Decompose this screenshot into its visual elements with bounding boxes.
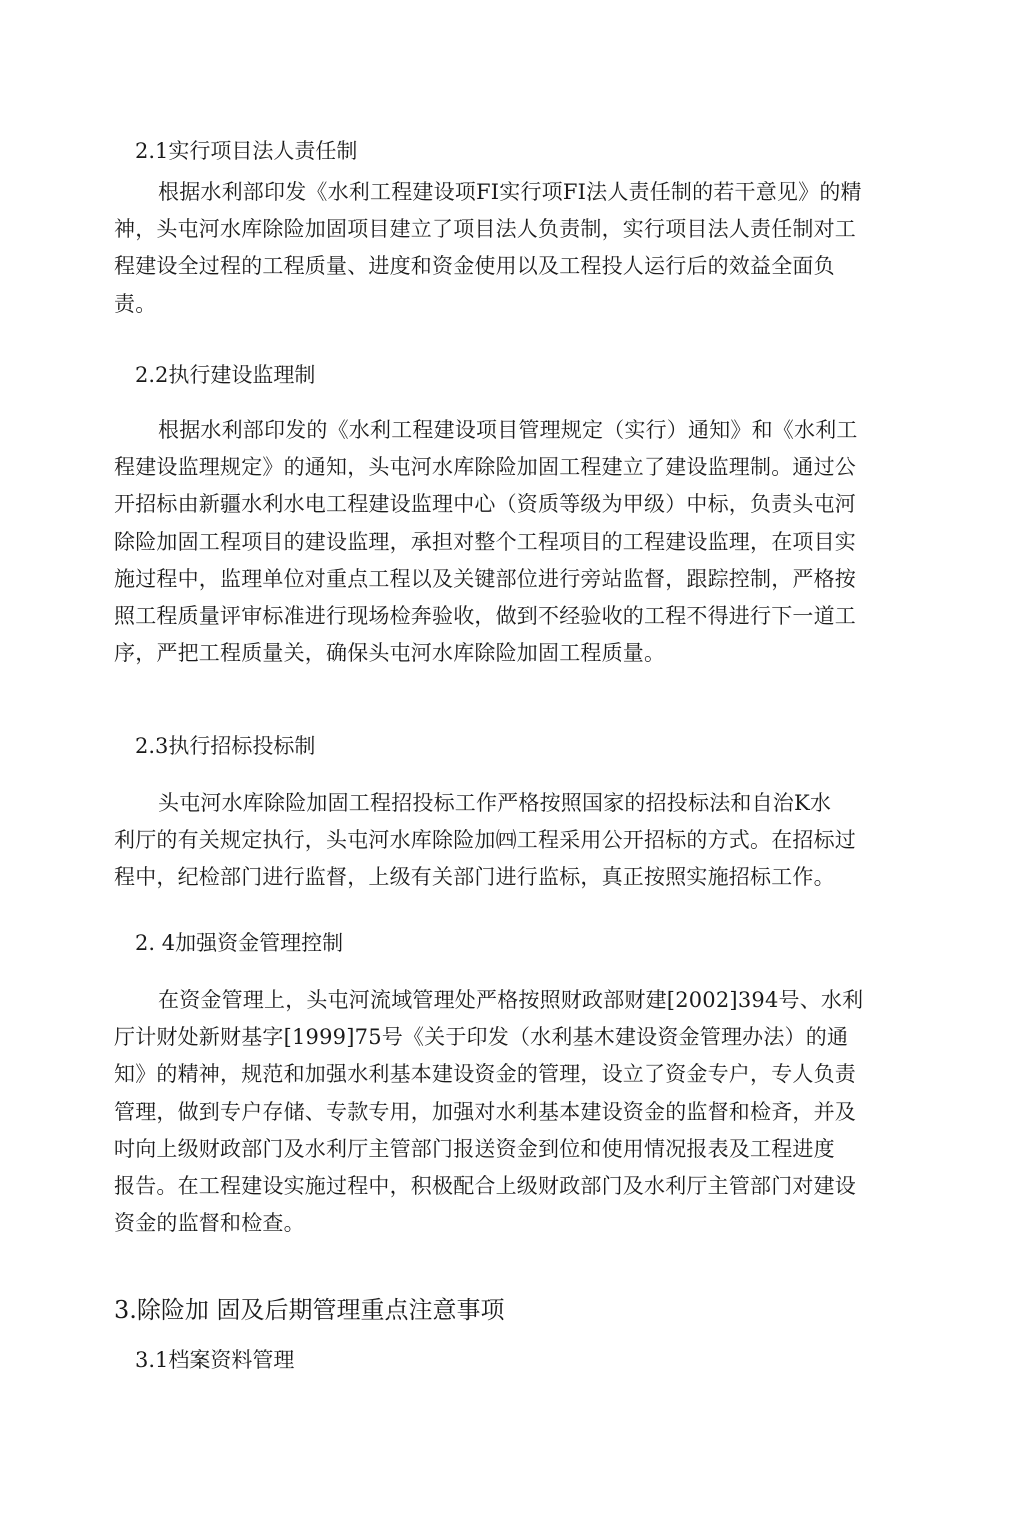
- paragraph-line: 序，严把工程质量关，确保头屯河水库除险加固工程质量。: [114, 641, 666, 666]
- paragraph-line: 开招标由新疆水利水电工程建设监理中心（资质等级为甲级）中标，负责头屯河: [114, 492, 856, 517]
- paragraph-line: 吋向上级财政部门及水利厅主管部门报送资金到位和使用情况报表及工程进度: [114, 1136, 835, 1161]
- paragraph-line: 程中，纪检部门进行监督，上级有关部门进行监标，真正按照实施招标工作。: [114, 865, 835, 890]
- paragraph-line: 在资金管理上，头屯河流域管理处严格按照财政部财建[2002]394号、水利: [158, 988, 864, 1012]
- section-heading-3-1: 3.1档案资料管理: [135, 1348, 295, 1372]
- section-body-2-2: [114, 412, 894, 672]
- paragraph-line: 程建设监理规定》的通知，头屯河水库除险加固工程建立了建设监理制。通过公: [114, 455, 856, 480]
- paragraph-line: 程建设全过程的工程质量、进度和资金使用以及工程投人运行后的效益全面负: [114, 254, 835, 279]
- section-heading-2-1: 2.1实行项目法人责任制: [135, 139, 358, 163]
- paragraph-line: 管理，做到专户存储、专款专用，加强对水利基本建设资金的监督和检斉，并及: [114, 1099, 856, 1124]
- paragraph-line: 根据水利部印发《水利工程建设项FI实行项FI法人责任制的若干意见》的精: [158, 180, 862, 204]
- paragraph-line: 头屯河水库除险加固工程招投标工作严格按照国家的招投标法和自治K水: [158, 791, 832, 815]
- paragraph-line: 报告。在工程建设实施过程中，积极配合上级财政部门及水利厅主管部门对建设: [114, 1173, 856, 1198]
- section-heading-2-4: 2. 4加强资金管理控制: [135, 931, 344, 955]
- section-heading-2-2: 2.2执行建设监理制: [135, 363, 316, 387]
- paragraph-line: 知》的精神，规范和加强水利基本建设资金的管理，设立了资金专户，专人负责: [114, 1062, 856, 1087]
- paragraph-line: 利厅的有关规定执行，头屯河水库除险加㈣工程采用公开招标的方式。在招标过: [114, 828, 856, 853]
- paragraph-line: 责。: [114, 291, 157, 316]
- paragraph-line: 根据水利部印发的《水利工程建设项目管理规定（实行）通知》和《水利工: [158, 418, 858, 442]
- section-body-2-4: [114, 982, 894, 1242]
- paragraph-line: 照工程质量评审标准进行现场检奔验收，做到不经验收的工程不得进行下一道工: [114, 603, 856, 628]
- paragraph-line: 资金的监督和检查。: [114, 1211, 305, 1236]
- section-heading-2-3: 2.3执行招标投标制: [135, 734, 316, 758]
- section-body-2-3: [114, 785, 894, 897]
- section-heading-3: 3.除险加 固及后期管理重点注意事项: [114, 1296, 505, 1324]
- paragraph-line: 神，头屯河水库除险加固项目建立了项目法人负责制，实行项目法人责任制对工: [114, 217, 856, 242]
- paragraph-line: 施过程中，监理单位对重点工程以及关键部位进行旁站监督，跟踪控制，严格按: [114, 566, 856, 591]
- paragraph-line: 除险加固工程项目的建设监理，承担对整个工程项目的工程建设监理，在项目实: [114, 529, 856, 554]
- paragraph-line: 厅计财处新财基字[1999]75号《关于印发（水利基木建设资金管理办法）的通: [114, 1025, 849, 1050]
- section-body-2-1: [114, 174, 894, 323]
